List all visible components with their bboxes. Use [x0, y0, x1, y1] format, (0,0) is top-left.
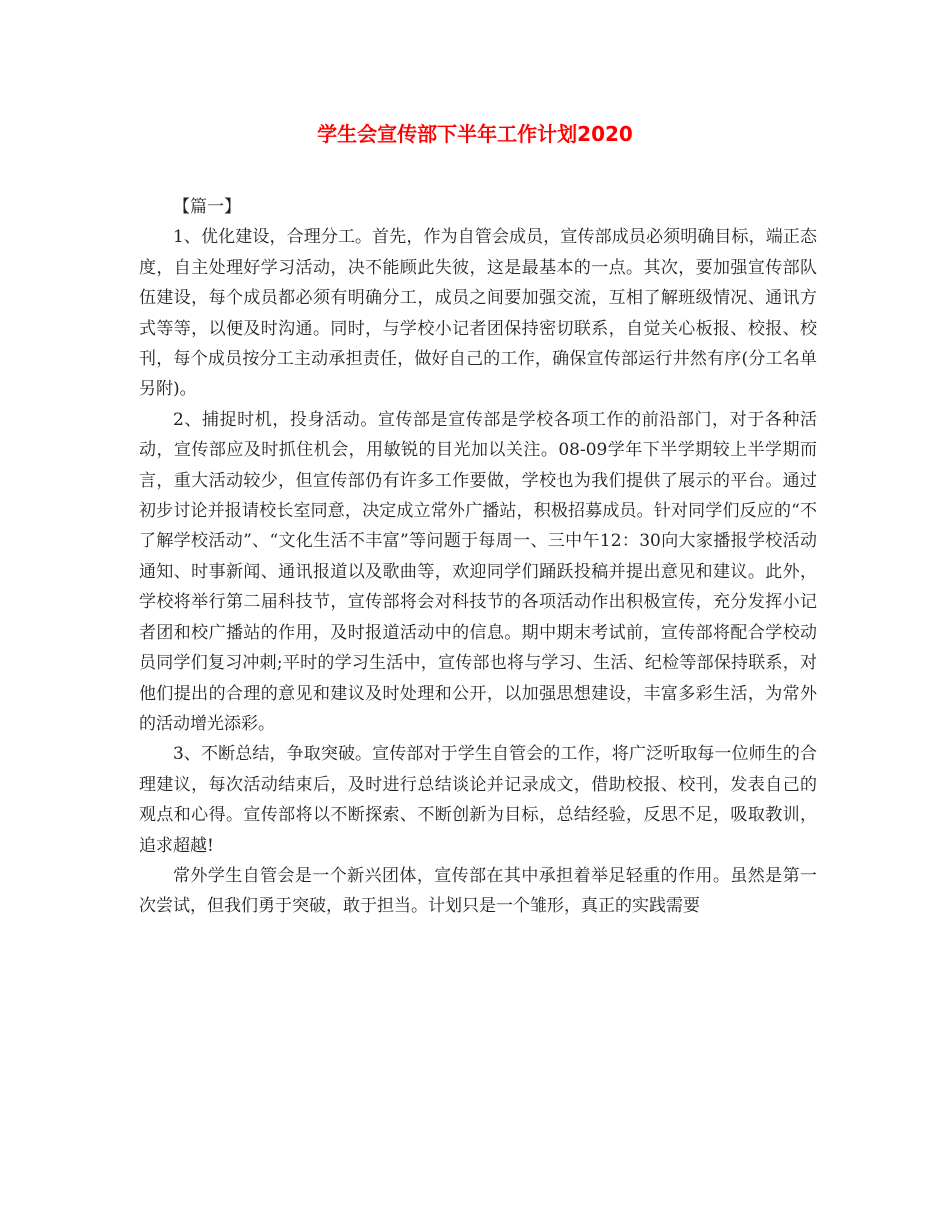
paragraph-2: 2、捕捉时机，投身活动。宣传部是宣传部是学校各项工作的前沿部门，对于各种活动，宣传部应及时抓住机会，用敏锐的目光加以关注。08-09学年下半学期较上半学期而言，重大活动较少，但宣传部仍有许多工作要做，学校也为我们提供了展示的平台。通过初步讨论并报请校长室同意，决定成立常外广播站，积极招募成员。针对同学们反应的“不了解学校活动”、“文化生活不丰富”等问题于每周一、三中午12：30向大家播报学校活动通知、时事新闻、通讯报道以及歌曲等，欢迎同学们踊跃投稿并提出意见和建议。此外，学校将举行第二届科技节，宣传部将会对科技节的各项活动作出积极宣传，充分发挥小记者团和校广播站的作用，及时报道活动中的信息。期中期末考试前，宣传部将配合学校动员同学们复习冲刺;平时的学习生活中，宣传部也将与学习、生活、纪检等部保持联系，对他们提出的合理的意见和建议及时处理和公开，以加强思想建设，丰富多彩生活，为常外的活动增光添彩。 — [139, 409, 817, 734]
paragraph-4: 常外学生自管会是一个新兴团体，宣传部在其中承担着举足轻重的作用。虽然是第一次尝试，但我们勇于突破，敢于担当。计划只是一个雏形，真正的实践需要 — [139, 865, 817, 917]
section-heading: 【篇一】 — [173, 197, 241, 217]
document-body — [139, 192, 817, 922]
paragraph-3: 3、不断总结，争取突破。宣传部对于学生自管会的工作，将广泛听取每一位师生的合理建议，每次活动结束后，及时进行总结谈论并记录成文，借助校报、校刊，发表自己的观点和心得。宣传部将以不断探索、不断创新为目标，总结经验，反思不足，吸取教训，追求超越! — [139, 744, 817, 856]
document-title: 学生会宣传部下半年工作计划2020 — [317, 122, 633, 146]
paragraph-1: 1、优化建设，合理分工。首先，作为自管会成员，宣传部成员必须明确目标，端正态度，自主处理好学习活动，决不能顾此失彼，这是最基本的一点。其次，要加强宣传部队伍建设，每个成员都必须有明确分工，成员之间要加强交流，互相了解班级情况、通讯方式等等，以便及时沟通。同时，与学校小记者团保持密切联系，自觉关心板报、校报、校刊，每个成员按分工主动承担责任，做好自己的工作，确保宣传部运行井然有序(分工名单另附)。 — [139, 227, 817, 400]
